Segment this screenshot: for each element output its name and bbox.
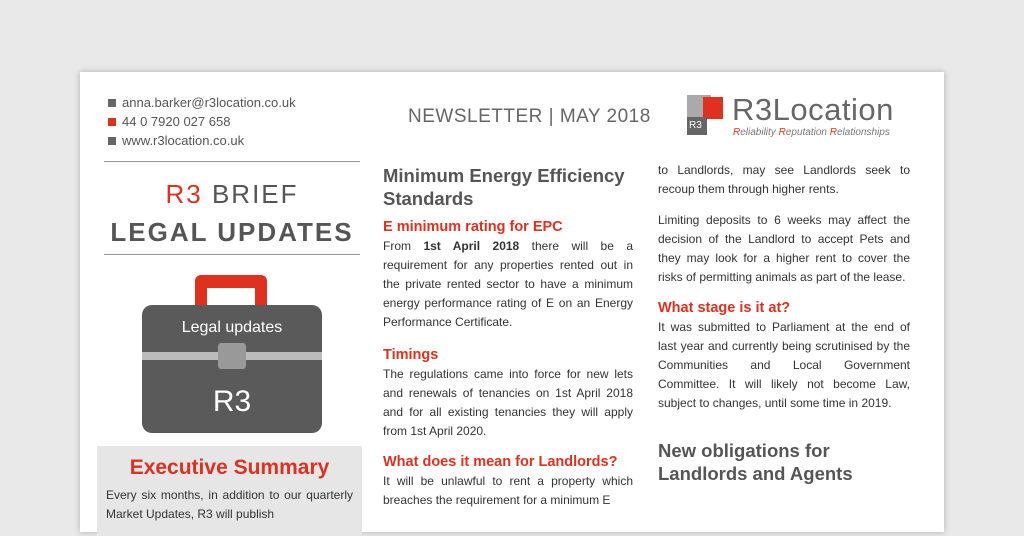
bullet-square-icon [108, 99, 116, 107]
section-text: It was submitted to Parliament at the end of last year and currently being scrutinised by the Communities and Local Government Committee. It will likely not become Law, subject to changes, until some time in 2019. [658, 320, 910, 410]
section-text [383, 237, 633, 332]
briefcase-icon [142, 275, 322, 433]
obligations-heading: New obligations for Landlords and Agents [658, 440, 853, 484]
contact-email[interactable] [108, 93, 296, 112]
logo-square-red [703, 97, 723, 119]
divider [104, 161, 360, 162]
bullet-square-icon [108, 137, 116, 145]
newsletter-date: NEWSLETTER | MAY 2018 [408, 106, 651, 127]
executive-summary-title: Executive Summary [129, 456, 330, 479]
bullet-square-icon [108, 118, 116, 126]
contact-email-text: anna.barker@r3location.co.uk [122, 95, 296, 110]
executive-summary [97, 446, 362, 536]
divider [104, 254, 360, 255]
contact-phone[interactable] [108, 112, 296, 131]
column-middle [383, 164, 633, 510]
mees-heading: Minimum Energy Efficiency Standards [383, 165, 625, 209]
logo-tagline [733, 127, 890, 138]
contact-web[interactable] [108, 131, 296, 150]
contact-web-text: www.r3location.co.uk [122, 133, 245, 148]
tag-initial: R [778, 127, 786, 138]
text-bold: 1st April 2018 [423, 239, 520, 253]
brief-word: BRIEF [211, 179, 299, 209]
tag-initial: R [733, 127, 741, 138]
tag-word: elationships [837, 127, 890, 138]
column-right [658, 161, 910, 485]
text-run: From [383, 239, 424, 253]
section-title: What does it mean for Landlords? [383, 454, 618, 470]
tag-word: eliability [740, 127, 779, 138]
legal-updates-title: LEGAL UPDATES [110, 217, 354, 247]
paragraph: to Landlords, may see Landlords seek to recoup them through higher rents. [658, 163, 910, 196]
text-run: there will be a requirement for any properties rented out in the private rented sector to have a minimum energy performance rating of E on an Energy Performance Certificate. [383, 239, 633, 329]
paragraph: Limiting deposits to 6 weeks may affect the decision of the Landlord to accept Pets and they may look for a higher rent to cover the risks of permitting animals as part of the lease. [658, 213, 910, 284]
executive-summary-text: Every six months, in addition to our quarterly Market Updates, R3 will publish [106, 488, 353, 521]
section-title: Timings [383, 347, 439, 363]
briefcase-clasp [218, 343, 246, 369]
briefcase-r3: R3 [212, 385, 252, 418]
contact-block [108, 93, 296, 150]
tag-initial: R [829, 127, 837, 138]
contact-phone-text: 44 0 7920 027 658 [122, 114, 231, 129]
section-title: What stage is it at? [658, 300, 791, 316]
brief-title [104, 179, 360, 210]
tag-word: eputation [785, 127, 830, 138]
newsletter-page [80, 72, 944, 532]
logo-text: R3Location [732, 92, 894, 127]
section-text: It will be unlawful to rent a property which breaches the requirement for a minimum E [383, 474, 633, 507]
r3-logo-icon [687, 95, 725, 135]
brief-r3: R3 [165, 179, 203, 209]
logo-mark-text: R3 [689, 120, 702, 131]
briefcase-label: Legal updates [181, 319, 283, 336]
section-text: The regulations came into force for new lets and renewals of tenancies on 1st April 2018 and for all existing tenancies they will apply from 1st April 2020. [383, 367, 633, 438]
section-title: E minimum rating for EPC [383, 219, 563, 235]
